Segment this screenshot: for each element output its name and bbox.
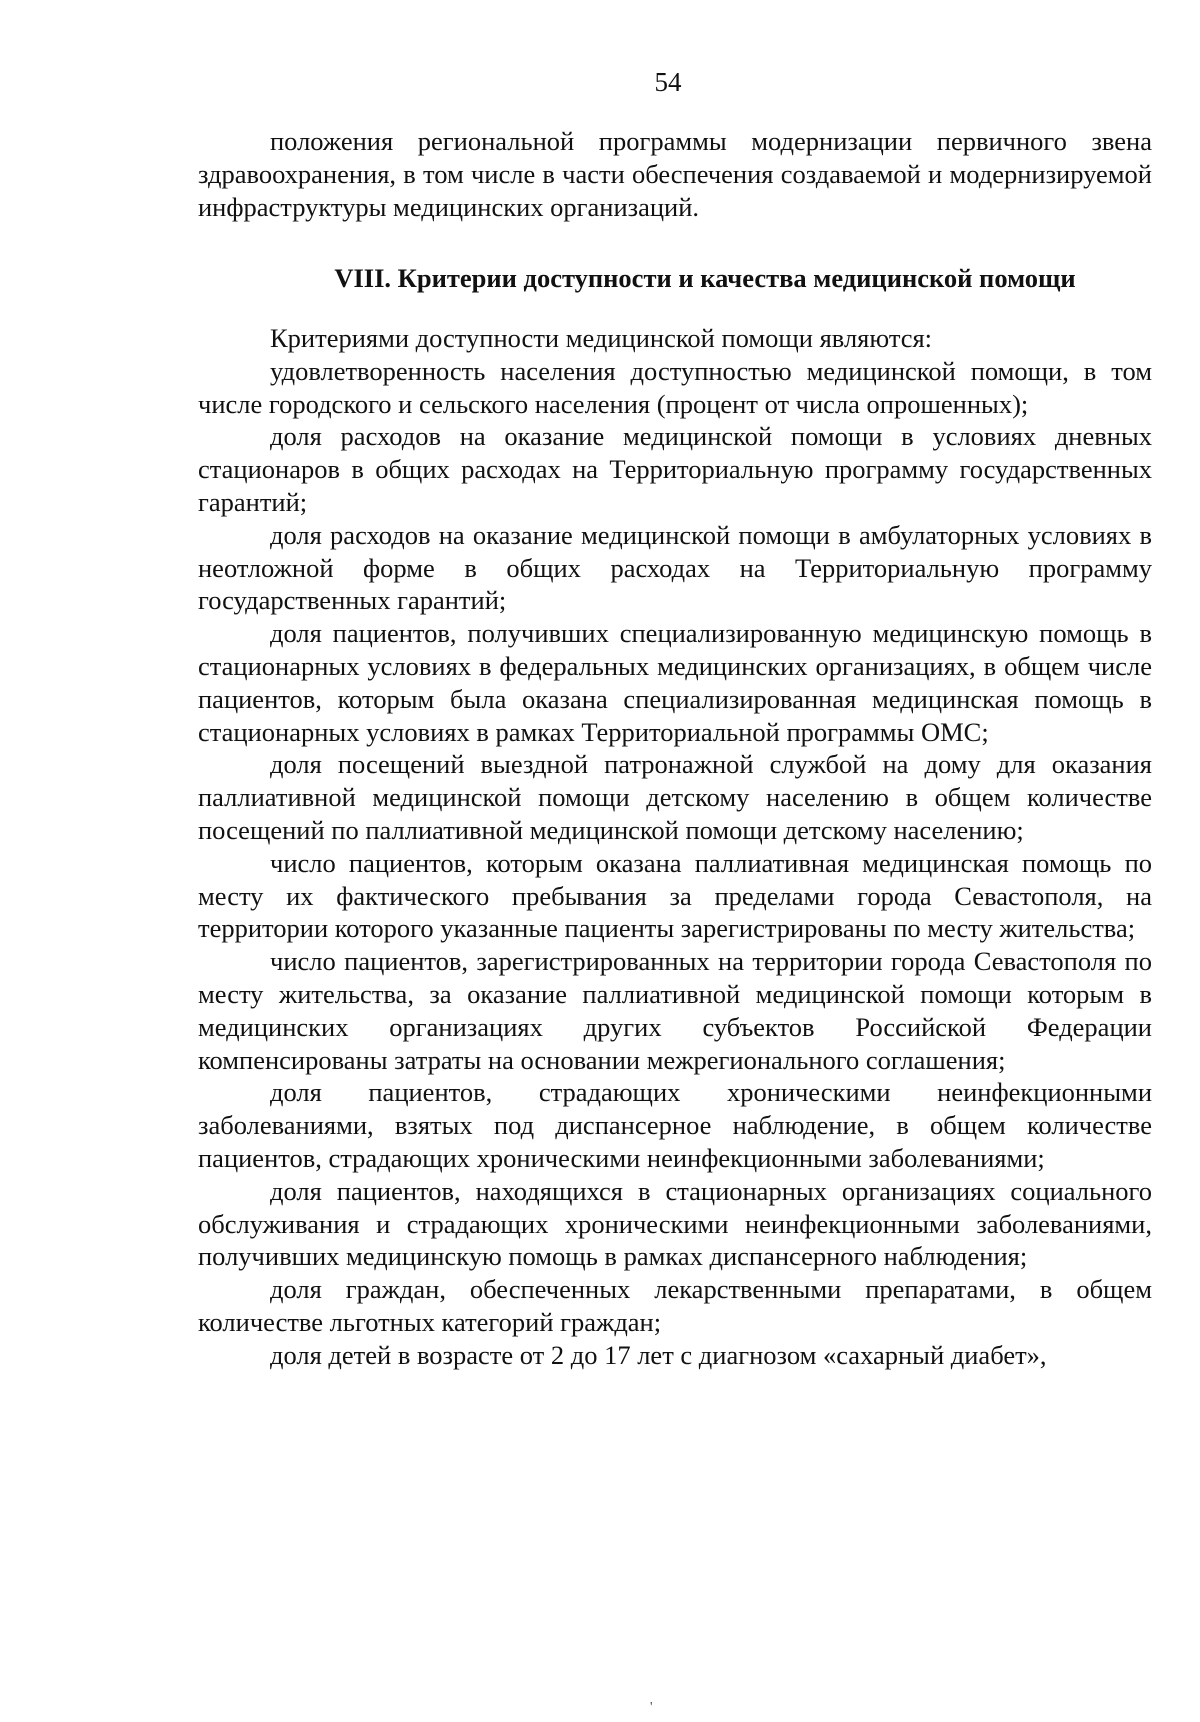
paragraph-social-care-dispensary: доля пациентов, находящихся в стационарных организациях социального обслуживания и страдающих хроническими неинфекционными заболеваниями, получивших медицинскую помощь в рамках диспансерного наблюдения;	[198, 1175, 1152, 1272]
paragraph-drug-provision: доля граждан, обеспеченных лекарственными препаратами, в общем количестве льготных категорий граждан;	[198, 1274, 1152, 1337]
paragraph-palliative-outside-city: число пациентов, которым оказана паллиативная медицинская помощь по месту их фактического пребывания за пределами города Севастополя, на территории которого указанные пациенты зарегистрированы по месту жительства;	[198, 847, 1152, 944]
intro-block	[198, 125, 1152, 223]
paragraph-palliative-home-visits: доля посещений выездной патронажной службой на дому для оказания паллиативной медицинской помощи детскому населению в общем количестве посещений по паллиативной медицинской помощи детскому населению;	[198, 749, 1152, 845]
paragraph-criteria-intro: Критериями доступности медицинской помощи являются:	[270, 323, 933, 353]
paragraph-satisfaction: удовлетворенность населения доступностью медицинской помощи, в том числе городского и сельского населения (процент от числа опрошенных);	[198, 355, 1152, 419]
intro-paragraph: положения региональной программы модернизации первичного звена здравоохранения, в том числе в части обеспечения создаваемой и модернизируемой инфраструктуры медицинских организаций.	[198, 126, 1152, 222]
page-number: 54	[654, 67, 682, 97]
paragraph-interregional-compensation: число пациентов, зарегистрированных на территории города Севастополя по месту жительства, за оказание паллиативной медицинской помощи которым в медицинских организациях других субъектов Российской Федерации компенсированы затраты на основании межрегионального соглашения;	[198, 946, 1152, 1075]
scan-artifact-mark: '	[650, 1700, 653, 1715]
paragraph-federal-specialized-care: доля пациентов, получивших специализированную медицинскую помощь в стационарных условиях в федеральных медицинских организациях, в общем числе пациентов, которым была оказана специализированная медицинская помощь в стационарных условиях в рамках Территориальной программы ОМС;	[198, 618, 1152, 747]
paragraph-day-hospital-costs: доля расходов на оказание медицинской помощи в условиях дневных стационаров в общих расходах на Территориальную программу государственных гарантий;	[198, 421, 1152, 517]
section-heading: VIII. Критерии доступности и качества медицинской помощи	[334, 263, 1076, 293]
criteria-body	[198, 322, 1152, 1372]
paragraph-chronic-dispensary: доля пациентов, страдающих хроническими неинфекционными заболеваниями, взятых под диспансерное наблюдение, в общем количестве пациентов, страдающих хроническими неинфекционными заболеваниями;	[198, 1077, 1152, 1173]
paragraph-urgent-outpatient-costs: доля расходов на оказание медицинской помощи в амбулаторных условиях в неотложной форме в общих расходах на Территориальную программу государственных гарантий;	[198, 519, 1152, 616]
paragraph-children-diabetes: доля детей в возрасте от 2 до 17 лет с диагнозом «сахарный диабет»,	[270, 1339, 1047, 1370]
